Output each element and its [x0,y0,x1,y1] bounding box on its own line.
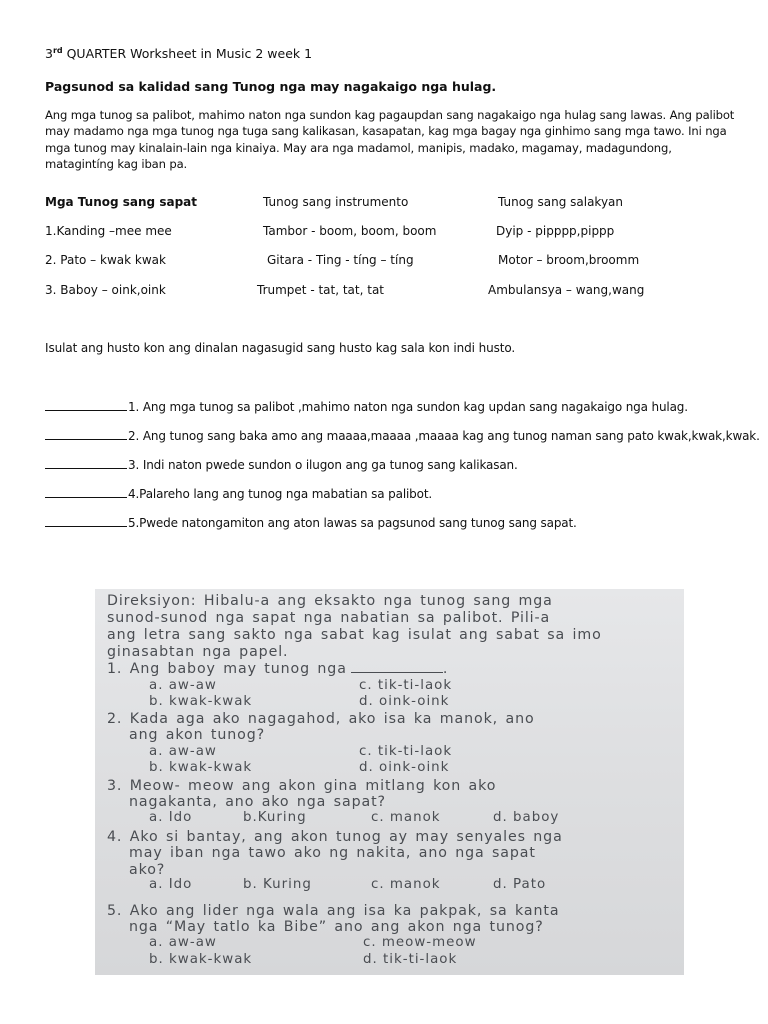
option: a. aw-aw [149,744,217,759]
question-4-line: ako? [129,862,166,878]
answer-blank[interactable] [45,515,127,527]
option: a. aw-aw [149,935,217,950]
option: b. kwak-kwak [149,760,253,775]
table-cell: 3. Baboy – oink,oink [45,283,166,297]
question-4-line: may iban nga tawo ako ng nakita, ano nga sapat [129,845,536,861]
direction-line: ginasabtan nga papel. [107,644,289,660]
option: d. baboy [493,810,560,825]
direction-line: sunod-sunod nga sapat nga nabatian sa palibot. Pili-a [107,610,551,626]
item-text: 3. Indi naton pwede sundon o ilugon ang ga tunog sang kalikasan. [128,458,518,472]
table-header-instrument: Tunog sang instrumento [263,195,409,209]
question-5-line: nga “May tatlo ka Bibe” ano ang akon nga tunog? [129,919,544,935]
intro-line: matagintíng kag iban pa. [45,157,188,172]
intro-line: mga tunog may kinalain-lain nga kinaiya. May ara nga madamol, manipis, madako, magamay, madagundong, [45,140,672,155]
table-header-vehicle: Tunog sang salakyan [498,195,624,209]
option: a. Ido [149,877,193,892]
item-text: 1. Ang mga tunog sa palibot ,mahimo naton nga sundon kag updan sang nagakaigo nga hulag. [128,400,688,414]
worksheet-subtitle: Pagsunod sa kalidad sang Tunog nga may nagakaigo nga hulag. [45,79,497,94]
list-item [45,428,760,443]
option: d. tik-ti-laok [363,952,458,967]
answer-blank[interactable] [45,399,127,411]
table-cell: Motor – broom,broomm [498,253,640,267]
question-3-line: nagakanta, ano ako nga sapat? [129,794,386,810]
item-text: 5.Pwede natongamiton ang aton lawas sa pagsunod sang tunog sang sapat. [128,516,577,530]
question-end: . [442,661,449,677]
option: b. kwak-kwak [149,694,253,709]
direction-line: ang letra sang sakto nga sabat kag isulat ang sabat sa imo [107,627,602,643]
answer-blank[interactable] [45,457,127,469]
table-header-animal: Mga Tunog sang sapat [45,195,197,209]
question-3-line: 3. Meow- meow ang akon gina mitlang kon ako [107,778,497,794]
list-item [45,486,432,501]
question-5-line: 5. Ako ang lider nga wala ang isa ka pakpak, sa kanta [107,903,560,919]
intro-paragraph [45,107,735,173]
option: a. aw-aw [149,678,217,693]
option: d. oink-oink [359,760,450,775]
table-cell: 1.Kanding –mee mee [45,224,172,238]
option: b.Kuring [243,810,307,825]
worksheet-title [45,46,312,61]
title-text: QUARTER Worksheet in Music 2 week 1 [62,46,313,61]
item-text: 4.Palareho lang ang tunog nga mabatian sa palibot. [128,487,433,501]
option: d. oink-oink [359,694,450,709]
multiple-choice-photo [95,589,684,975]
title-superscript: rd [52,45,63,55]
option: a. Ido [149,810,193,825]
direction-line: Direksiyon: Hibalu-a ang eksakto nga tunog sang mga [107,593,553,609]
list-item [45,515,577,530]
list-item [45,399,688,414]
option: c. manok [371,877,441,892]
title-number: 3 [45,46,53,61]
option: d. Pato [493,877,547,892]
list-item [45,457,518,472]
question-text: 1. Ang baboy may tunog nga [107,661,347,677]
table-cell: 2. Pato – kwak kwak [45,253,166,267]
intro-line: may madamo nga mga tunog nga tuga sang kalikasan, kasapatan, kag mga bagay nga ginhimo sang mga tawo. Ini nga [45,124,727,139]
option: c. tik-ti-laok [359,744,453,759]
item-text: 2. Ang tunog sang baka amo ang maaaa,maaaa ,maaaa kag ang tunog naman sang pato kwak,kwak,kwak. [128,429,760,443]
question-2-line: ang akon tunog? [129,727,266,743]
table-cell: Trumpet - tat, tat, tat [257,283,385,297]
true-false-instruction: Isulat ang husto kon ang dinalan nagasugid sang husto kag sala kon indi husto. [45,341,516,355]
option: c. meow-meow [363,935,477,950]
table-cell: Ambulansya – wang,wang [488,283,645,297]
question-4-line: 4. Ako si bantay, ang akon tunog ay may senyales nga [107,829,563,845]
table-cell: Gitara - Ting - tíng – tíng [267,253,414,267]
answer-blank[interactable] [45,486,127,498]
question-2-line: 2. Kada aga ako nagagahod, ako isa ka manok, ano [107,711,535,727]
option: c. tik-ti-laok [359,678,453,693]
option: b. Kuring [243,877,312,892]
intro-line: Ang mga tunog sa palibot, mahimo naton nga sundon kag pagaupdan sang nagakaigo nga hulag sang lawas. Ang palibot [45,108,735,122]
table-cell: Dyip - pipppp,pippp [496,224,615,238]
answer-blank[interactable] [45,428,127,440]
option: c. manok [371,810,441,825]
option: b. kwak-kwak [149,952,253,967]
table-cell: Tambor - boom, boom, boom [263,224,437,238]
question-1 [107,660,448,677]
answer-blank [351,660,443,673]
